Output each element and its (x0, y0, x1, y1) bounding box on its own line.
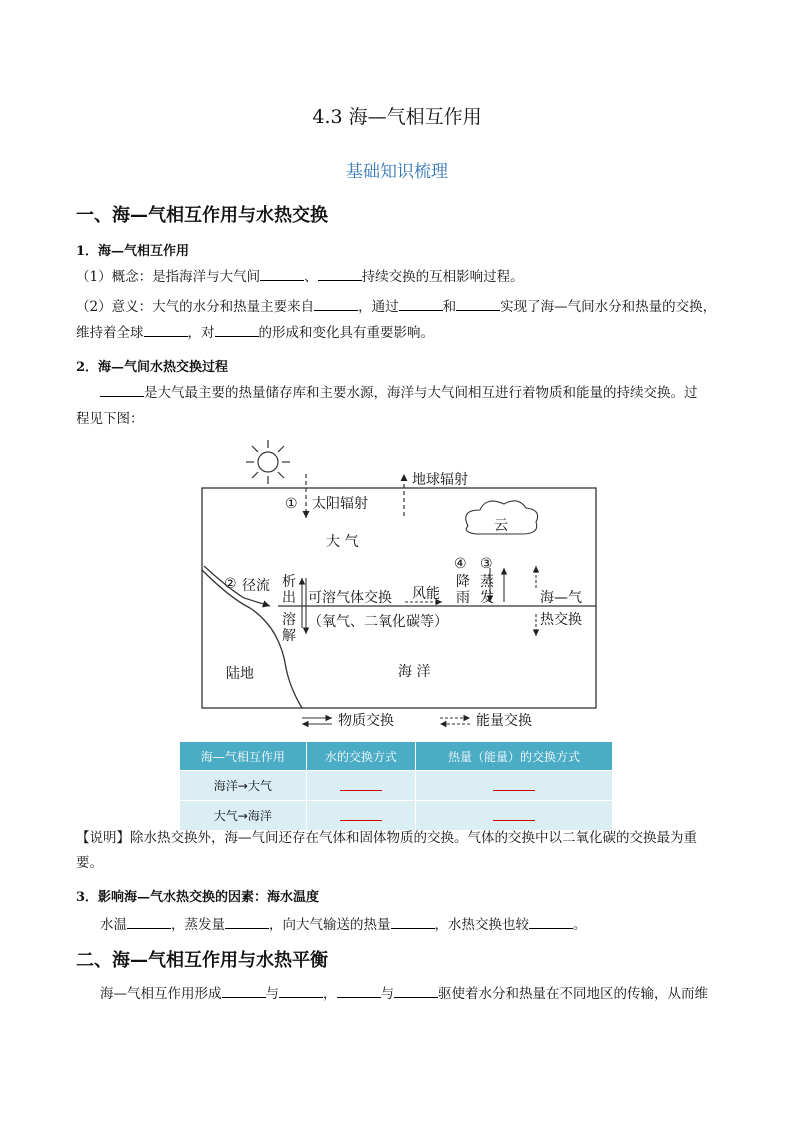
meaning-line-2: 维持着全球 ，对 的形成和变化具有重要影响。 (76, 322, 434, 344)
label-cloud: 云 (494, 518, 508, 534)
table-cell: 海洋→大气 (180, 771, 306, 801)
label-solar: 太阳辐射 (312, 496, 368, 512)
label-land: 陆地 (226, 666, 254, 682)
table-header: 海—气相互作用 (180, 742, 306, 771)
temp-line: 水温 ，蒸发量 ，向大气输送的热量 ，水热交换也较 。 (100, 914, 587, 936)
label-release: 析出 (282, 574, 296, 606)
label-runoff: 径流 (242, 578, 270, 594)
label-gas-exchange: 可溶气体交换 (308, 590, 392, 606)
label-n1: ① (285, 496, 298, 512)
label-evap: 蒸发 (480, 574, 494, 606)
table-row (180, 771, 613, 801)
exchange-diagram (190, 438, 610, 738)
table-header: 水的交换方式 (306, 742, 415, 771)
blank[interactable] (314, 296, 358, 311)
blank[interactable] (337, 983, 381, 998)
table-cell-blank[interactable] (416, 801, 613, 831)
blank[interactable] (279, 983, 323, 998)
section2-line: 海—气相互作用形成 与 ， 与 驱使着水分和热量在不同地区的传输，从而维 (100, 983, 708, 1005)
blank[interactable] (127, 914, 171, 929)
table-cell: 大气→海洋 (180, 801, 306, 831)
blank[interactable] (215, 322, 259, 337)
note-line: 【说明】除水热交换外，海—气间还存在气体和固体物质的交换。气体的交换中以二氧化碳的交换最为重 (76, 830, 697, 846)
note-line-2: 要。 (76, 855, 103, 871)
sun-icon (246, 440, 290, 484)
concept-line: （1）概念：是指海洋与大气间 、 持续交换的互相影响过程。 (76, 266, 524, 288)
label-precip: 降雨 (456, 574, 470, 606)
blank[interactable] (222, 983, 266, 998)
label-dissolve: 溶解 (282, 612, 296, 644)
table-header: 热量（能量）的交换方式 (416, 742, 613, 771)
section1-heading: 一、海—气相互作用与水热交换 (76, 205, 328, 226)
blank[interactable] (399, 296, 443, 311)
label-n4: ④ (454, 556, 467, 572)
page-title: 4.3 海—气相互作用 (312, 106, 482, 128)
item1-heading: 1．海—气相互作用 (76, 244, 190, 259)
blank[interactable] (225, 914, 269, 929)
blank[interactable] (318, 266, 362, 281)
label-ocean: 海 洋 (398, 664, 431, 680)
blank[interactable] (529, 914, 573, 929)
intro-line-2: 程见下图： (76, 411, 144, 427)
blank[interactable] (100, 382, 144, 397)
blank[interactable] (391, 914, 435, 929)
label-earth: 地球辐射 (412, 472, 468, 488)
label-atmosphere: 大 气 (326, 534, 359, 550)
table-cell-blank[interactable] (416, 771, 613, 801)
label-n2: ② (224, 576, 237, 592)
meaning-line: （2）意义：大气的水分和热量主要来自 ，通过 和 实现了海—气间水分和热量的交换， (76, 296, 716, 318)
blank[interactable] (144, 322, 188, 337)
blank[interactable] (394, 983, 438, 998)
blank[interactable] (456, 296, 500, 311)
table-row (180, 801, 613, 831)
table-cell-blank[interactable] (306, 771, 415, 801)
page-subtitle: 基础知识梳理 (346, 162, 448, 182)
item3-heading: 3．影响海—气水热交换的因素：海水温度 (76, 890, 320, 905)
label-gas-note: （氧气、二氧化碳等） (308, 614, 448, 630)
exchange-table (180, 742, 613, 830)
label-wind: 风能 (412, 586, 440, 602)
intro-line: 是大气最主要的热量储存库和主要水源，海洋与大气间相互进行着物质和能量的持续交换。过 (100, 382, 698, 404)
section2-heading: 二、海—气相互作用与水热平衡 (76, 950, 328, 971)
table-cell-blank[interactable] (306, 801, 415, 831)
legend-energy: 能量交换 (476, 713, 532, 729)
label-heat-ex: 热交换 (540, 612, 582, 628)
blank[interactable] (260, 266, 304, 281)
legend-matter: 物质交换 (338, 713, 394, 729)
item2-heading: 2．海—气间水热交换过程 (76, 360, 229, 375)
label-sea-air: 海—气 (540, 590, 582, 606)
label-n3: ③ (480, 556, 493, 572)
